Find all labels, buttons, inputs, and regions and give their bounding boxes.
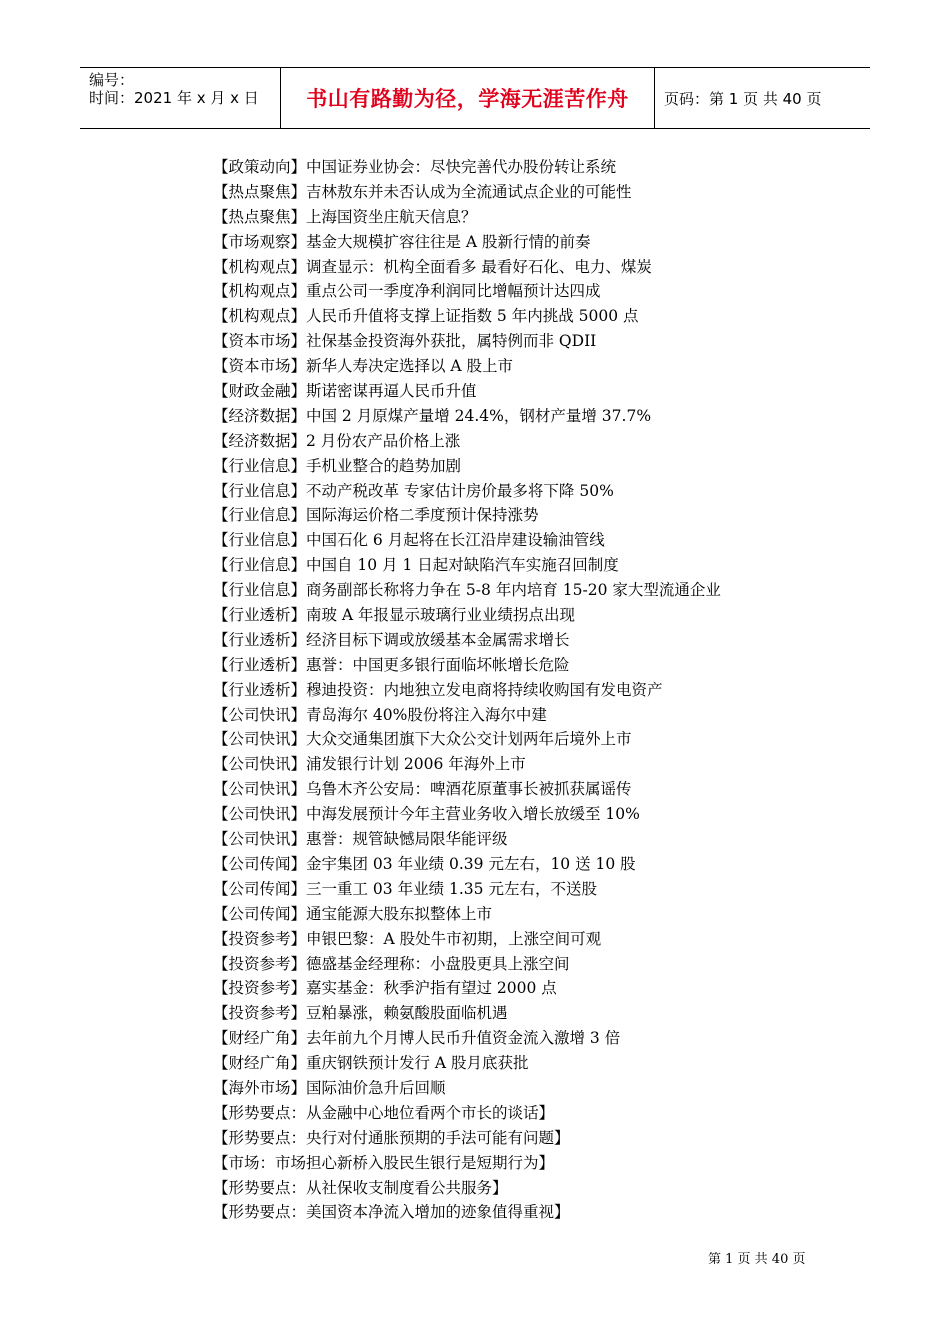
list-item: 【公司快讯】大众交通集团旗下大众公交计划两年后境外上市 <box>213 730 632 749</box>
list-item: 【市场观察】基金大规模扩容往往是 A 股新行情的前奏 <box>213 232 591 251</box>
list-item: 【行业透析】经济目标下调或放缓基本金属需求增长 <box>213 630 570 649</box>
list-item: 【公司快讯】浦发银行计划 2006 年海外上市 <box>213 755 526 774</box>
list-item: 【行业透析】穆迪投资：内地独立发电商将持续收购国有发电资产 <box>213 680 663 699</box>
list-item: 【机构观点】重点公司一季度净利润同比增幅预计达四成 <box>213 282 601 301</box>
list-item: 【投资参考】嘉实基金：秋季沪指有望过 2000 点 <box>213 979 557 998</box>
list-item: 【财政金融】斯诺密谋再逼人民币升值 <box>213 382 477 401</box>
page-header <box>80 67 870 129</box>
number-label: 编号： <box>89 71 135 89</box>
list-item: 【形势要点：美国资本净流入增加的迹象值得重视】 <box>213 1203 570 1222</box>
list-item: 【形势要点：从社保收支制度看公共服务】 <box>213 1178 508 1197</box>
time-label: 时间：2021 年 x 月 x 日 <box>89 89 259 107</box>
list-item: 【公司传闻】三一重工 03 年业绩 1.35 元左右，不送股 <box>213 879 597 898</box>
list-item: 【行业信息】国际海运价格二季度预计保持涨势 <box>213 506 539 525</box>
list-item: 【资本市场】新华人寿决定选择以 A 股上市 <box>213 357 514 376</box>
list-item: 【机构观点】人民币升值将支撑上证指数 5 年内挑战 5000 点 <box>213 307 639 326</box>
list-item: 【行业信息】不动产税改革 专家估计房价最多将下降 50% <box>213 481 614 500</box>
header-page-info: 页码：第 1 页 共 40 页 <box>664 89 822 108</box>
list-item: 【公司快讯】青岛海尔 40%股份将注入海尔中建 <box>213 705 547 724</box>
news-list <box>213 155 853 1225</box>
list-item: 【行业信息】中国自 10 月 1 日起对缺陷汽车实施召回制度 <box>213 556 619 575</box>
list-item: 【投资参考】德盛基金经理称：小盘股更具上涨空间 <box>213 954 570 973</box>
list-item: 【投资参考】申银巴黎：A 股处牛市初期，上涨空间可观 <box>213 929 602 948</box>
page-footer: 第 1 页 共 40 页 <box>708 1252 806 1267</box>
list-item: 【财经广角】重庆钢铁预计发行 A 股月底获批 <box>213 1054 529 1073</box>
list-item: 【公司快讯】惠誉：规管缺憾局限华能评级 <box>213 830 508 849</box>
list-item: 【市场：市场担心新桥入股民生银行是短期行为】 <box>213 1153 555 1172</box>
list-item: 【公司传闻】通宝能源大股东拟整体上市 <box>213 904 493 923</box>
list-item: 【形势要点：央行对付通胀预期的手法可能有问题】 <box>213 1128 570 1147</box>
list-item: 【公司快讯】中海发展预计今年主营业务收入增长放缓至 10% <box>213 805 640 824</box>
list-item: 【行业信息】中国石化 6 月起将在长江沿岸建设输油管线 <box>213 531 605 550</box>
list-item: 【行业透析】南玻 A 年报显示玻璃行业业绩拐点出现 <box>213 606 576 625</box>
list-item: 【经济数据】中国 2 月原煤产量增 24.4%，钢材产量增 37.7% <box>213 406 652 425</box>
list-item: 【财经广角】去年前九个月博人民币升值资金流入激增 3 倍 <box>213 1029 621 1048</box>
list-item: 【海外市场】国际油价急升后回顺 <box>213 1078 446 1097</box>
list-item: 【政策动向】中国证券业协会：尽快完善代办股份转让系统 <box>213 158 617 176</box>
list-item: 【热点聚焦】吉林敖东并未否认成为全流通试点企业的可能性 <box>213 182 632 201</box>
list-item: 【形势要点：从金融中心地位看两个市长的谈话】 <box>213 1103 555 1122</box>
list-item: 【行业透析】惠誉：中国更多银行面临坏帐增长危险 <box>213 655 570 674</box>
list-item: 【公司快讯】乌鲁木齐公安局：啤酒花原董事长被抓获属谣传 <box>213 780 632 799</box>
list-item: 【机构观点】调查显示：机构全面看多 最看好石化、电力、煤炭 <box>213 257 652 276</box>
list-item: 【热点聚焦】上海国资坐庄航天信息？ <box>213 207 477 226</box>
list-item: 【经济数据】2 月份农产品价格上涨 <box>213 431 461 450</box>
list-item: 【资本市场】社保基金投资海外获批，属特例而非 QDII <box>213 332 597 351</box>
list-item: 【行业信息】商务副部长称将力争在 5-8 年内培育 15-20 家大型流通企业 <box>213 581 721 600</box>
list-item: 【行业信息】手机业整合的趋势加剧 <box>213 456 462 475</box>
list-item: 【投资参考】豆粕暴涨，赖氨酸股面临机遇 <box>213 1004 508 1023</box>
header-motto: 书山有路勤为径，学海无涯苦作舟 <box>281 68 655 128</box>
list-item: 【公司传闻】金宇集团 03 年业绩 0.39 元左右，10 送 10 股 <box>213 854 636 873</box>
header-meta <box>80 68 281 128</box>
